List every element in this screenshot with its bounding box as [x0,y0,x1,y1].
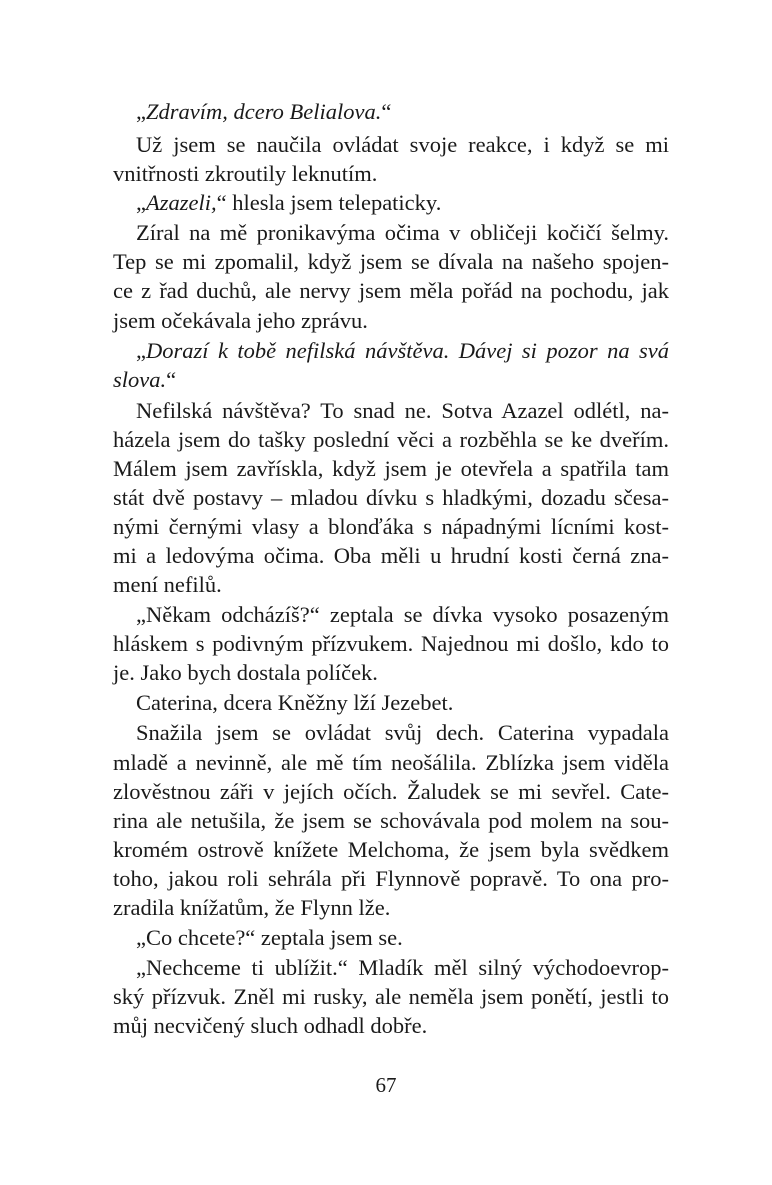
text-segment: můj necvičený sluch odhadl dobře. [113,1013,428,1038]
text-segment: ský přízvuk. Zněl mi rusky, ale neměla jsem ponětí, jestli to [113,984,669,1009]
text-segment: hláskem s podivným přízvukem. Najednou mi došlo, kdo to [113,631,669,656]
text-line [113,247,669,276]
text-line [113,629,669,658]
text-segment: „Někam odcházíš?“ zeptala se dívka vysoko posazeným [136,602,669,627]
text-segment: “ [166,367,177,392]
text-segment: vnitřnosti zkroutily leknutím. [113,161,378,186]
page-number: 67 [375,1073,397,1097]
text-line [136,97,669,126]
text-line [136,718,669,747]
text-line [113,658,669,687]
text-segment: „Co chcete?“ zeptala jsem se. [136,925,403,950]
text-segment: stát dvě postavy – mladou dívku s hladkými, dozadu sčesa- [113,485,669,510]
text-segment: Zdravím, dcero Belialova. [146,99,382,124]
text-line [113,483,669,512]
text-segment: házela jsem do tašky poslední věci a rozběhla se ke dveřím. [113,427,669,452]
text-segment: je. Jako bych dostala políček. [113,660,378,685]
text-segment: Už jsem se naučila ovládat svoje reakce, i když se mi [136,132,669,157]
text-segment: „Nechceme ti ublížit.“ Mladík měl silný východoevrop- [136,955,669,980]
text-line [136,953,669,982]
text-line [136,923,669,952]
text-line [113,276,669,305]
text-segment: mení nefilů. [113,572,222,597]
text-segment: slova. [113,367,167,392]
text-line [113,835,669,864]
text-line [113,365,669,394]
text-segment: kromém ostrově knížete Melchoma, že jsem byla svědkem [113,837,669,862]
text-segment: „ [136,99,146,124]
text-line [113,806,669,835]
text-segment: mladě a nevinně, ale mě tím neošálila. Zblízka jsem viděla [113,750,669,775]
text-line [136,600,669,629]
text-segment: “ hlesla jsem telepaticky. [216,190,442,215]
text-segment: rina ale netušila, že jsem se schovávala pod molem na sou- [113,808,669,833]
text-segment: Tep se mi zpomalil, když jsem se dívala na našeho spojen- [113,249,669,274]
text-segment: toho, jakou roli sehrála při Flynnově popravě. To ona pro- [113,866,669,891]
text-line [113,454,669,483]
text-line [113,748,669,777]
text-line [113,541,669,570]
text-line [136,688,669,717]
text-line [113,777,669,806]
text-segment: Caterina, dcera Kněžny lží Jezebet. [136,690,454,715]
text-line [113,864,669,893]
text-line [113,306,669,335]
text-segment: Snažila jsem se ovládat svůj dech. Caterina vypadala [136,720,669,745]
text-line [136,336,669,365]
text-line [136,218,669,247]
text-segment: mi a ledovýma očima. Oba měli u hrudní kosti černá zna- [113,543,669,568]
text-line [113,425,669,454]
text-segment: „ [136,190,146,215]
text-line [136,396,669,425]
text-segment: nými černými vlasy a blonďáka s nápadnými lícními kost- [113,514,669,539]
text-line [113,512,669,541]
text-segment: “ [381,99,392,124]
text-segment: „ [136,338,146,363]
text-line [113,159,669,188]
text-segment: Nefilská návštěva? To snad ne. Sotva Azazel odlétl, na- [136,398,669,423]
text-segment: zlověstnou záři v jejích očích. Žaludek se mi sevřel. Cate- [113,779,669,804]
text-line [136,188,669,217]
text-segment: Azazeli, [146,190,217,215]
text-segment: Dorazí k tobě nefilská návštěva. Dávej si pozor na svá [146,338,669,363]
text-segment: Málem jsem zavřískla, když jsem je otevřela a spatřila tam [113,456,669,481]
text-segment: jsem očekávala jeho zprávu. [113,308,368,333]
text-line [113,1011,669,1040]
text-segment: ce z řad duchů, ale nervy jsem měla pořád na pochodu, jak [113,278,669,303]
text-line [136,130,669,159]
text-line [113,982,669,1011]
text-segment: zradila knížatům, že Flynn lže. [113,895,391,920]
text-segment: Zíral na mě pronikavýma očima v obličeji kočičí šelmy. [136,220,669,245]
text-line [113,570,669,599]
text-line [113,893,669,922]
